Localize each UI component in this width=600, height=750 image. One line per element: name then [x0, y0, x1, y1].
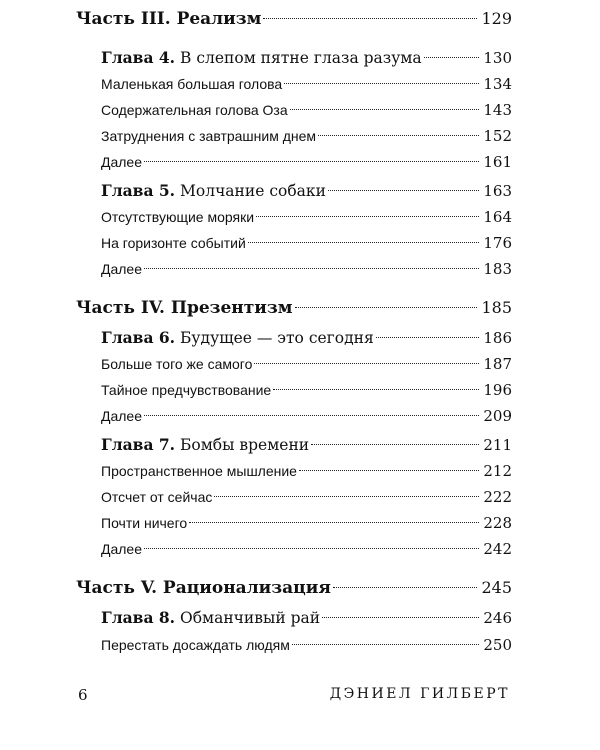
page-number: 187	[483, 355, 512, 373]
chapter-label: Глава 7.	[101, 435, 176, 454]
page-number: 164	[483, 208, 512, 226]
page-number: 222	[483, 488, 512, 506]
dot-leader	[254, 363, 479, 364]
dot-leader	[144, 415, 479, 416]
chapter-title	[101, 605, 320, 631]
page-number: 152	[483, 127, 512, 145]
dot-leader	[144, 268, 479, 269]
page-number: 161	[483, 153, 512, 171]
toc-section[interactable]	[101, 632, 512, 658]
section-title: Далее	[101, 408, 143, 424]
chapter-title	[101, 325, 374, 351]
page-number: 130	[483, 49, 512, 67]
section-title: Затруднения с завтрашним днем	[101, 128, 317, 144]
part-title: Часть III. Реализм	[76, 9, 262, 29]
chapter-label: Глава 4.	[101, 48, 176, 67]
dot-leader	[322, 617, 479, 618]
page-number: 143	[483, 101, 512, 119]
section-title: Пространственное мышление	[101, 463, 297, 479]
toc-chapter-4[interactable]	[101, 45, 512, 71]
dot-leader	[376, 337, 480, 338]
toc-section[interactable]	[101, 377, 512, 403]
dot-leader	[144, 548, 479, 549]
dot-leader	[292, 644, 480, 645]
section-title: Маленькая большая голова	[101, 76, 283, 92]
toc-chapter-6[interactable]	[101, 325, 512, 351]
page-number: 183	[483, 260, 512, 278]
page-number: 196	[483, 381, 512, 399]
toc-chapter-7[interactable]	[101, 432, 512, 458]
dot-leader	[299, 470, 479, 471]
chapter-name: Молчание собаки	[180, 182, 326, 200]
dot-leader	[333, 587, 478, 588]
toc-section[interactable]	[101, 484, 512, 510]
toc-section[interactable]	[101, 123, 512, 149]
section-title: Далее	[101, 261, 143, 277]
toc-section[interactable]	[101, 256, 512, 282]
dot-leader	[144, 161, 479, 162]
section-title: Отсутствующие моряки	[101, 209, 255, 225]
toc-chapter-8[interactable]	[101, 605, 512, 631]
page-number: 176	[483, 234, 512, 252]
section-title: Далее	[101, 154, 143, 170]
dot-leader	[248, 242, 480, 243]
toc-part-3[interactable]	[76, 6, 512, 32]
chapter-name: Будущее — это сегодня	[180, 329, 374, 347]
dot-leader	[424, 57, 480, 58]
section-title: Больше того же самого	[101, 356, 253, 372]
dot-leader	[273, 389, 479, 390]
footer-page-number: 6	[78, 686, 88, 704]
chapter-name: Обманчивый рай	[180, 609, 321, 627]
toc-section[interactable]	[101, 536, 512, 562]
toc-part-4[interactable]	[76, 295, 512, 321]
dot-leader	[311, 444, 479, 445]
toc-section[interactable]	[101, 97, 512, 123]
page-number: 185	[481, 298, 512, 317]
page-number: 129	[481, 9, 512, 28]
page-number: 186	[483, 329, 512, 347]
section-title: На горизонте событий	[101, 235, 246, 251]
section-title: Перестать досаждать людям	[101, 637, 290, 653]
chapter-label: Глава 6.	[101, 328, 176, 347]
dot-leader	[284, 83, 479, 84]
dot-leader	[318, 135, 479, 136]
section-title: Содержательная голова Оза	[101, 102, 288, 118]
dot-leader	[263, 18, 477, 19]
toc-section[interactable]	[101, 71, 512, 97]
section-title: Почти ничего	[101, 515, 188, 531]
page-number: 242	[483, 540, 512, 558]
toc-section[interactable]	[101, 149, 512, 175]
section-title: Далее	[101, 541, 143, 557]
dot-leader	[295, 307, 478, 308]
part-title: Часть V. Рационализация	[76, 578, 331, 598]
page-number: 246	[483, 609, 512, 627]
page-number: 245	[481, 578, 512, 597]
footer-author: ДЭНИЕЛ ГИЛБЕРТ	[329, 686, 510, 702]
chapter-title	[101, 45, 422, 71]
section-title: Тайное предчувствование	[101, 382, 272, 398]
toc-part-5[interactable]	[76, 575, 512, 601]
chapter-label: Глава 5.	[101, 181, 176, 200]
toc-section[interactable]	[101, 230, 512, 256]
toc-section[interactable]	[101, 204, 512, 230]
page-number: 212	[483, 462, 512, 480]
dot-leader	[290, 109, 480, 110]
chapter-label: Глава 8.	[101, 608, 176, 627]
page-number: 163	[483, 182, 512, 200]
dot-leader	[214, 496, 479, 497]
part-title: Часть IV. Презентизм	[76, 298, 293, 318]
section-title: Отсчет от сейчас	[101, 489, 213, 505]
dot-leader	[189, 522, 479, 523]
page-number: 209	[483, 407, 512, 425]
dot-leader	[328, 190, 479, 191]
toc-section[interactable]	[101, 510, 512, 536]
page-number: 250	[483, 636, 512, 654]
dot-leader	[256, 216, 479, 217]
chapter-name: Бомбы времени	[180, 436, 310, 454]
page-number: 228	[483, 514, 512, 532]
toc-section[interactable]	[101, 403, 512, 429]
toc-section[interactable]	[101, 351, 512, 377]
chapter-title	[101, 432, 309, 458]
toc-section[interactable]	[101, 458, 512, 484]
chapter-name: В слепом пятне глаза разума	[180, 49, 422, 67]
page-number: 134	[483, 75, 512, 93]
chapter-title	[101, 178, 326, 204]
toc-chapter-5[interactable]	[101, 178, 512, 204]
page-number: 211	[483, 436, 512, 454]
